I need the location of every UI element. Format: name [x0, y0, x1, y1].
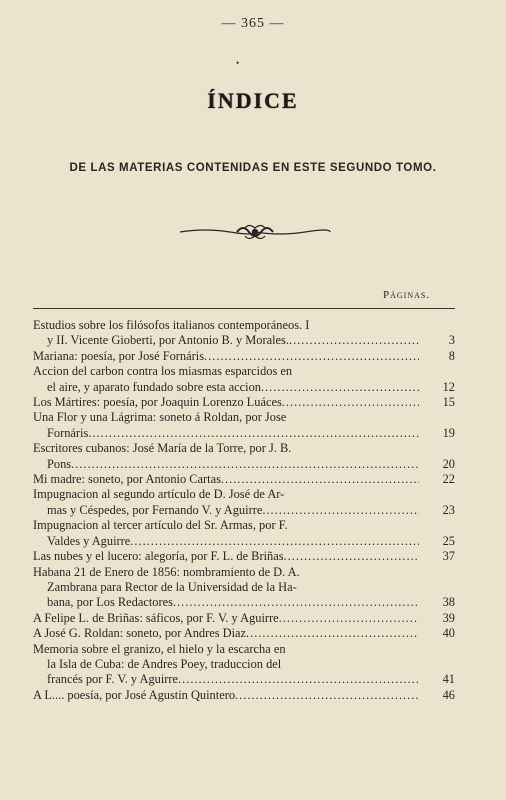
toc-page-number: 39 [442, 610, 455, 625]
toc-entry-text: Las nubes y el lucero: alegoría, por F. L. de Briñas [33, 549, 284, 564]
toc-entry [33, 349, 455, 364]
toc-entry-text: Impugnacion al segundo artículo de D. José de Ar- [33, 487, 285, 502]
dot-leader [173, 595, 419, 610]
dot-leader [71, 457, 419, 472]
toc-entry-text: A José G. Roldan: soneto, por Andres Diaz [33, 626, 247, 641]
toc-entry [33, 518, 455, 549]
dot-leader [221, 472, 419, 487]
toc-entry [33, 688, 455, 703]
toc-entry-text: Impugnacion al tercer artículo del Sr. Armas, por F. [33, 518, 288, 533]
toc-page-number: 46 [442, 687, 455, 702]
pages-column-header: Páginas. [383, 289, 431, 301]
ornament-divider-icon [175, 222, 335, 242]
toc-page-number: 40 [442, 626, 455, 641]
toc-entry [33, 549, 455, 564]
toc-entry [33, 395, 455, 410]
toc-entry-text: Fornáris [47, 425, 89, 440]
header-rule [33, 308, 455, 309]
index-subtitle: DE LAS MATERIAS CONTENIDAS EN ESTE SEGUNDO TOMO. [69, 162, 437, 174]
toc-page-number: 12 [442, 379, 455, 394]
toc-entry [33, 472, 455, 487]
toc-page-number: 25 [442, 533, 455, 548]
toc-entry-text: Pons [47, 456, 72, 471]
toc-entry [33, 565, 455, 611]
dot-leader [235, 688, 419, 703]
dot-leader [204, 349, 419, 364]
toc-entry [33, 642, 455, 688]
toc-entry [33, 626, 455, 641]
toc-entry [33, 318, 455, 349]
dot-leader [178, 672, 419, 687]
toc-entry-text: Estudios sobre los filósofos italianos contemporáneos. I [33, 318, 310, 332]
toc-entry-text: francés por F. V. y Aguirre [47, 672, 179, 687]
toc-entry-text: Accion del carbon contra los miasmas esparcidos en [33, 364, 293, 379]
toc-page-number: 37 [442, 549, 455, 564]
dot-leader [246, 626, 419, 641]
toc-entry-text: Zambrana para Rector de la Universidad de la Ha- [47, 579, 297, 594]
page-number: — 365 — [221, 16, 285, 31]
toc-entry-text: A Felipe L. de Briñas: sáficos, por F. V. y Aguirre [33, 610, 279, 625]
toc-entry-text: Mariana: poesía, por José Fornáris [33, 348, 205, 363]
toc-entry [33, 364, 455, 395]
toc-page-number: 15 [442, 395, 455, 410]
index-title: ÍNDICE [207, 88, 299, 113]
toc-entry-text: Una Flor y una Lágrima: soneto á Roldan, por Jose [33, 410, 287, 425]
dot-leader [261, 380, 419, 395]
toc-entry-text: y II. Vicente Gioberti, por Antonio B. y Morales. [47, 333, 289, 348]
toc-page-number: 20 [442, 456, 455, 471]
toc-entry-text: Escritores cubanos: José María de la Torre, por J. B. [33, 441, 292, 456]
ink-speck: • [236, 58, 240, 68]
toc-entry-text: Los Mártires: poesía, por Joaquin Lorenzo Luáces [33, 395, 282, 410]
table-of-contents [33, 318, 455, 703]
toc-entry-text: A L.... poesía, por José Agustin Quintero [33, 687, 236, 702]
toc-entry [33, 410, 455, 441]
toc-entry-text: Mi madre: soneto, por Antonio Cartas [33, 472, 221, 487]
dot-leader [88, 426, 419, 441]
toc-entry-text: Memoria sobre el granizo, el hielo y la escarcha en [33, 641, 286, 656]
toc-page-number: 19 [442, 425, 455, 440]
toc-page-number: 38 [442, 595, 455, 610]
toc-page-number: 41 [442, 672, 455, 687]
toc-entry [33, 441, 455, 472]
toc-entry [33, 611, 455, 626]
toc-entry-text: la Isla de Cuba: de Andres Poey, traduccion del [47, 656, 282, 671]
toc-entry-text: el aire, y aparato fundado sobre esta accion [47, 379, 261, 394]
toc-entry-text: mas y Céspedes, por Fernando V. y Aguirre [47, 502, 263, 517]
toc-entry-text: bana, por Los Redactores [47, 595, 173, 610]
dot-leader [284, 549, 419, 564]
dot-leader [282, 395, 419, 410]
dot-leader [279, 611, 419, 626]
toc-page-number: 3 [448, 333, 455, 348]
toc-entry-text: Habana 21 de Enero de 1856: nombramiento de D. A. [33, 564, 300, 579]
toc-page-number: 8 [448, 348, 455, 363]
dot-leader [262, 503, 419, 518]
toc-page-number: 23 [442, 502, 455, 517]
dot-leader [289, 333, 419, 348]
toc-page-number: 22 [442, 472, 455, 487]
toc-entry [33, 487, 455, 518]
dot-leader [130, 534, 419, 549]
toc-entry-text: Valdes y Aguirre [47, 533, 131, 548]
